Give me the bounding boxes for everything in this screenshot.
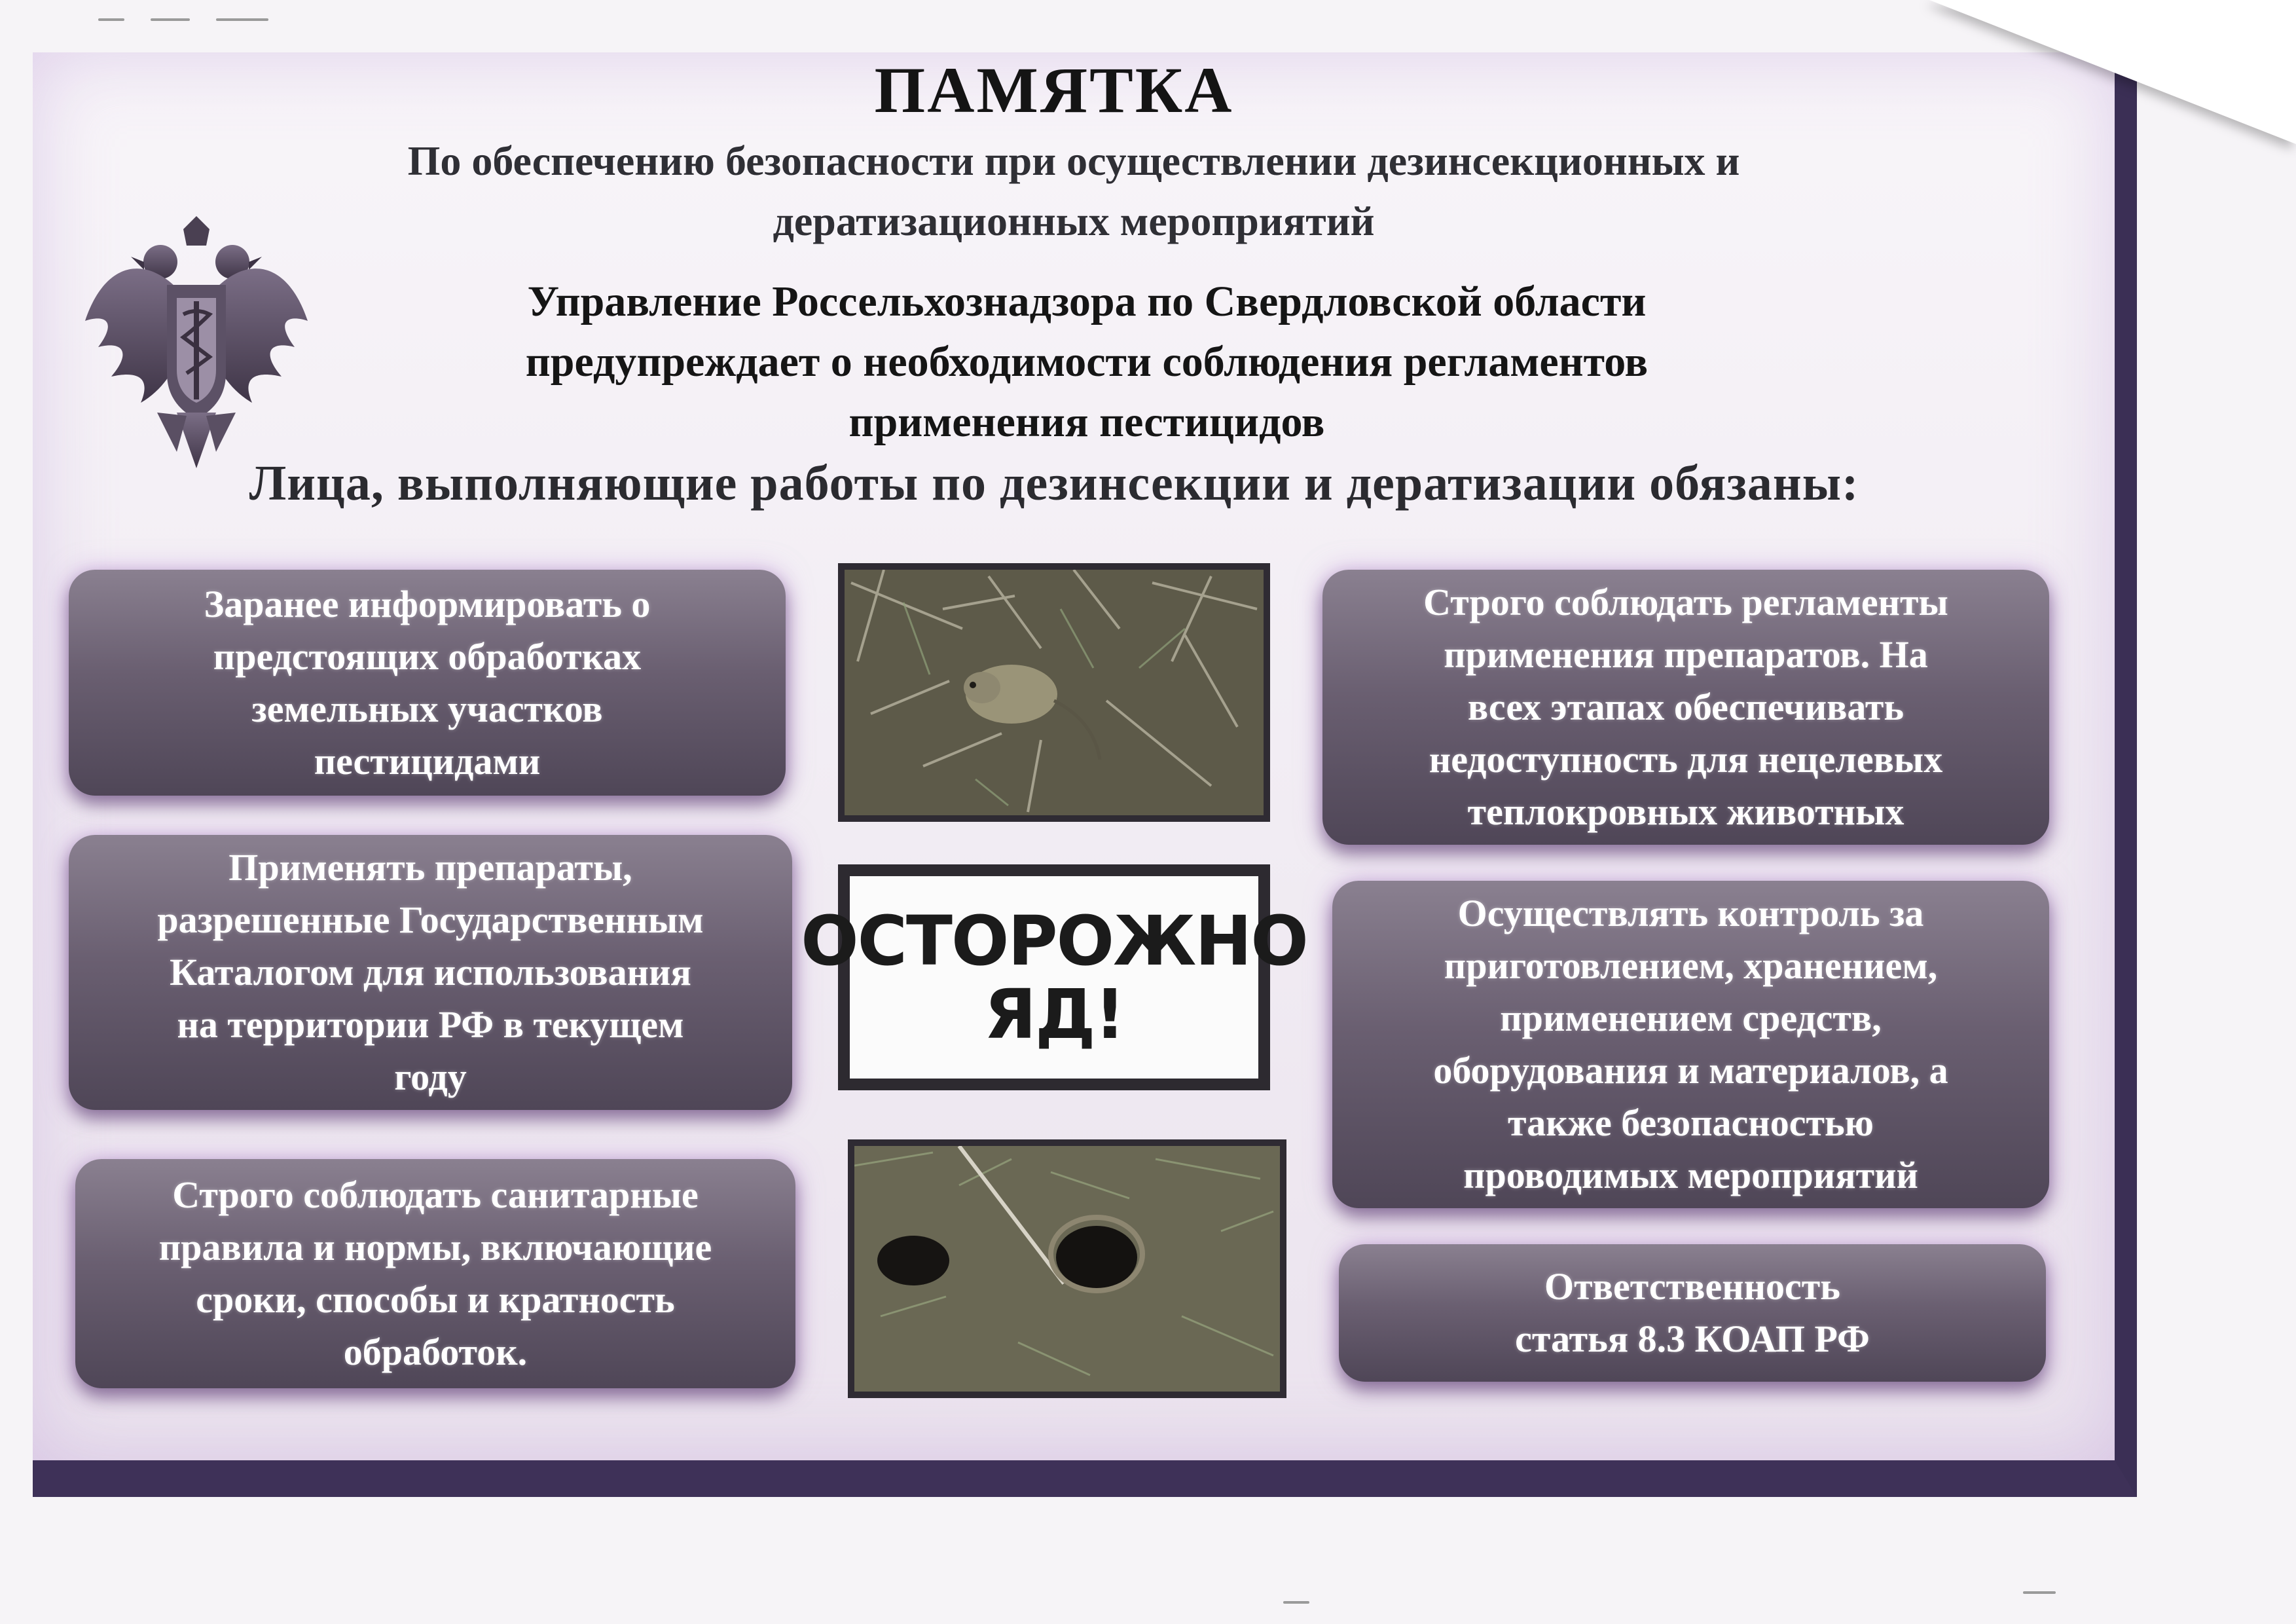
agency-notice: Управление Россельхознадзора по Свердловской области предупреждает о необходимости соблюдения регламентов применения пестицидов (525, 278, 1649, 446)
duty-card-sanitary-rules: Строго соблюдать санитарные правила и нормы, включающие сроки, способы и кратность обработок. (75, 1159, 795, 1388)
scan-mark (1283, 1601, 1309, 1604)
duty-card-inform: Заранее информировать о предстоящих обработках земельных участков пестицидами (69, 570, 786, 796)
rodent-in-grass-photo (838, 563, 1270, 822)
page-title: ПАМЯТКА (874, 54, 1234, 126)
page-subtitle: По обеспечению безопасности при осуществлении дезинсекционных и дератизационных мероприятий (407, 138, 1740, 244)
double-headed-eagle-emblem-icon (79, 216, 314, 471)
duty-card-control: Осуществлять контроль за приготовлением, хранением, применением средств, оборудования и материалов, а также безопасностью проводимых мероприятий (1332, 881, 2049, 1208)
liability-card: Ответственность статья 8.3 КОАП РФ (1339, 1244, 2046, 1382)
duty-card-approved-products: Применять препараты, разрешенные Государственным Каталогом для использования на территории РФ в текущем году (69, 835, 792, 1110)
scan-mark (151, 18, 190, 21)
duty-card-regulations: Строго соблюдать регламенты применения препаратов. На всех этапах обеспечивать недоступность для нецелевых теплокровных животных (1322, 570, 2049, 845)
scan-mark (216, 18, 268, 21)
burrow-holes-photo (848, 1139, 1286, 1398)
scan-mark (2023, 1591, 2056, 1594)
duties-heading: Лица, выполняющие работы по дезинсекции и дератизации обязаны: (249, 456, 1859, 511)
poison-warning-sign (801, 864, 1307, 1090)
warning-sign-text: ОСТОРОЖНО ЯД! (850, 876, 1258, 1079)
scan-mark (98, 18, 124, 21)
